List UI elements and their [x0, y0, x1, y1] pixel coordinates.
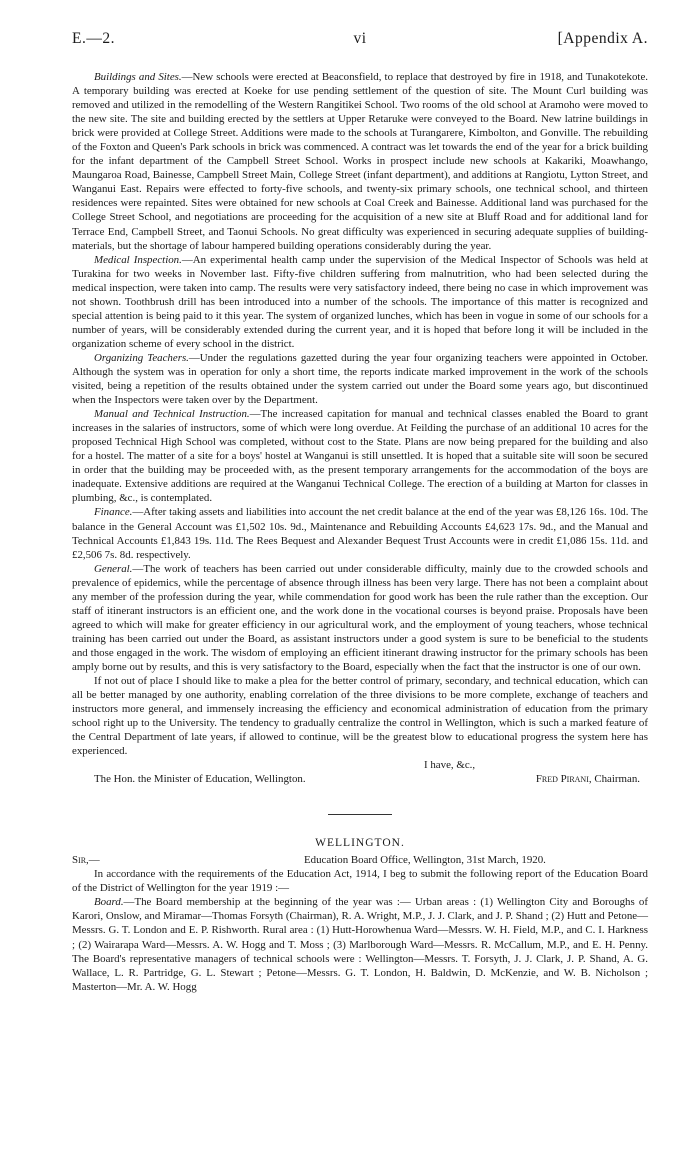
- paragraph-organizing-teachers: [72, 351, 648, 407]
- paragraph-general: [72, 562, 648, 674]
- paragraph-intro: In accordance with the requirements of the Education Act, 1914, I beg to submit the following report of the Education Board of the District of Wellington for the year 1919 :—: [72, 868, 648, 895]
- paragraph-heading: Buildings and Sites.: [94, 71, 182, 83]
- paragraph-text: —An experimental health camp under the supervision of the Medical Inspector of Schools was held at Turakina for two weeks in November last. Fifty-five children suffering from malnutrition, who had been selected during the medical inspection, were taken into camp. The results were very satisfactory indeed, there being no case in which improvement was not shown. Toothbrush drill has been introduced into a number of the schools. The importance of this matter is recognized and special attention is being paid to it this year. The system of organized lunches, which has been in vogue in some of our schools for a number of years, will be considerably extended during the current year, and it is hoped that before long it will be included in the organization scheme of every school in the district.: [72, 253, 648, 350]
- paragraph-finance: [72, 505, 648, 561]
- paragraph-text: If not out of place I should like to make a plea for the better control of primary, secondary, and technical education, which can all be better managed by one authority, enabling correlation of the three divisions to be more complete, exchange of teachers and instructors more general, and immensely increasing the efficiency and economical administration of education from the primary school right up to the University. The tendency to gradually centralize the control in Wellington, which is such a marked feature of the Central Department of late years, if allowed to continue, will be the greatest blow to educational progress the system here has experienced.: [72, 675, 648, 758]
- signature: [536, 772, 640, 786]
- section-body: [72, 867, 648, 993]
- document-code: E.—2.: [72, 30, 115, 47]
- signature-row: [72, 772, 648, 788]
- letter-heading: [72, 853, 648, 867]
- signatory-title: , Chairman.: [588, 773, 640, 786]
- appendix-label: [Appendix A.: [557, 30, 648, 47]
- paragraph-heading: Medical Inspection.: [94, 253, 182, 266]
- paragraph-heading: General.: [94, 562, 133, 575]
- addressee: The Hon. the Minister of Education, Wellington.: [94, 773, 306, 786]
- closing-phrase: I have, &c.,: [424, 759, 476, 772]
- office-address: Education Board Office, Wellington, 31st March, 1920.: [304, 854, 546, 867]
- paragraph-text: —The Board membership at the beginning of the year was :— Urban areas : (1) Wellington City and Boroughs of Karori, Onslow, and Miramar—Thomas Forsyth (Chairman), R. A. Wright, M.P., J. J. Clark, and J. P. Shand ; (2) Hutt and Petone—Messrs. G. T. London and E. P. Rishworth. Rural area : (1) Hutt-Horowhenua Ward—Messrs. W. H. Field, M.P., and C. I. Harkness ; (2) Wairarapa Ward—Messrs. A. W. Hogg and T. Moss ; (3) Marlborough Ward—Messrs. R. McCallum, M.P., and E. H. Penny. The Board's representative managers of technical schools were : Wellington—Messrs. T. Forsyth, J. J. Clark, J. P. Shand, A. G. Wallace, L. R. Partridge, G. L. Stewart ; Petone—Messrs. G. T. London, H. Baldwin, D. McKenzie, and W. B. Nicholson ; Masterton—Mr. A. W. Hogg: [72, 896, 648, 993]
- report-body: [72, 70, 648, 758]
- section-divider: [328, 814, 392, 815]
- page-number: vi: [353, 30, 367, 47]
- paragraph-board: [72, 895, 648, 993]
- paragraph-heading: Board.: [94, 896, 124, 909]
- paragraph-text: —The work of teachers has been carried out under considerable difficulty, mainly due to the crowded schools and prevalence of epidemics, while the percentage of absence through illness has been very large. There has not been a complaint about any member of the profession during the year, while commendation for good work has been the rule rather than the exception. Our staff of itinerant instructors is an efficient one, and the work done in the vocational courses is beyond praise. Proposals have been agreed to which will make for greater efficiency in our agricultural work, and the employment of young teachers, whose technical training has been carried out under the Board, as assistant instructors under a good system is sure to be beneficial to the students and those engaged in the work. The wisdom of employing an efficient itinerant drawing instructor for the primary schools has been amply borne out by results, and this is very satisfactory to the Board, especially when the fact that the instructor is one of our own.: [72, 562, 648, 673]
- page-header: [72, 30, 648, 56]
- paragraph-heading: Finance.: [94, 506, 133, 519]
- paragraph-manual-technical: [72, 407, 648, 505]
- paragraph-text: —The increased capitation for manual and technical classes enabled the Board to grant increases in the salaries of instructors, some of which were long overdue. At Feilding the purchase of an additional 10 acres for the proposed Technical High School was completed, without cost to the State. Plans are now being prepared for the building and also for a hostel. The matter of a site for a boys' hostel at Wanganui is still unsettled. It is hoped that a suitable site will soon be secured in order that the building may be proceeded with, as the present temporary arrangements for the accommodation of the boys are inadequate. Extensive additions are required at the Wanganui Technical College. The erection of a building at Marton for classes in plumbing, &c., is contemplated.: [72, 408, 648, 505]
- paragraph-medical-inspection: [72, 253, 648, 351]
- paragraph-buildings: [72, 70, 648, 253]
- salutation: Sir,—: [72, 854, 100, 867]
- paragraph-text: —After taking assets and liabilities into account the net credit balance at the end of the year was £8,126 16s. 10d. The balance in the General Account was £1,502 10s. 9d., Maintenance and Rebuilding Accounts £4,623 17s. 9d., and the Manual and Technical Accounts £1,843 19s. 11d. The Rees Bequest and Alexander Bequest Trust Accounts were in credit £1,086 15s. 11d. and £2,506 7s. 8d. respectively.: [72, 506, 648, 561]
- signatory-name: Fred Pirani: [535, 773, 589, 786]
- paragraph-text: —New schools were erected at Beaconsfield, to replace that destroyed by fire in 1918, and Tunakotekote. A temporary building was erected at Koeke for use pending settlement of the question of site. The Mount Curl building was removed and utilized in the remodelling of the Western Rangitikei School. Two rooms of the old school at Aramoho were moved to the new site. The site and building erected by the settlers at Upper Retaruke were conveyed to the Board. New latrine buildings in brick were provided at College Street. Additions were made to the schools at Turangarere, Kimbolton, and Gonville. The rebuilding of the Foxton and Queen's Park schools in brick was commenced. A contract was let towards the end of the year for a brick building for the infant department of the Campbell Street School. Works in prospect include new schools at Kakariki, Moawhango, Maungaroa Road, Bainesse, Campbell Street Main, College Street (infant department), and additions at Rangiotu, Lytton Street, and Wanganui East. Repairs were effected to forty-five schools, and twenty-six primary schools, one technical school, and thirteen residences were repainted. Sites were obtained for new schools at Coal Creek and Bainesse. Additional land was purchased for the College Street School, and negotiations are proceeding for the acquisition of a new site at Bluff Road and for additional land for Terrace End, Campbell Street, and Taonui Schools. No great difficulty was experienced in securing adequate supplies of building-materials, but the shortage of labour hampered building operations considerably during the year.: [72, 71, 648, 252]
- paragraph-heading: Organizing Teachers.: [94, 351, 189, 364]
- paragraph-plea: [72, 674, 648, 758]
- paragraph-heading: Manual and Technical Instruction.: [94, 408, 250, 421]
- paragraph-text: —Under the regulations gazetted during the year four organizing teachers were appointed in October. Although the system was in operation for only a short time, the reports indicate marked improvement in the work of the schools visited, being a repetition of the results obtained under the system carried out under the Board some years ago, but discontinued when the Inspectors were taken over by the Department.: [72, 351, 648, 407]
- section-title: WELLINGTON.: [315, 837, 405, 850]
